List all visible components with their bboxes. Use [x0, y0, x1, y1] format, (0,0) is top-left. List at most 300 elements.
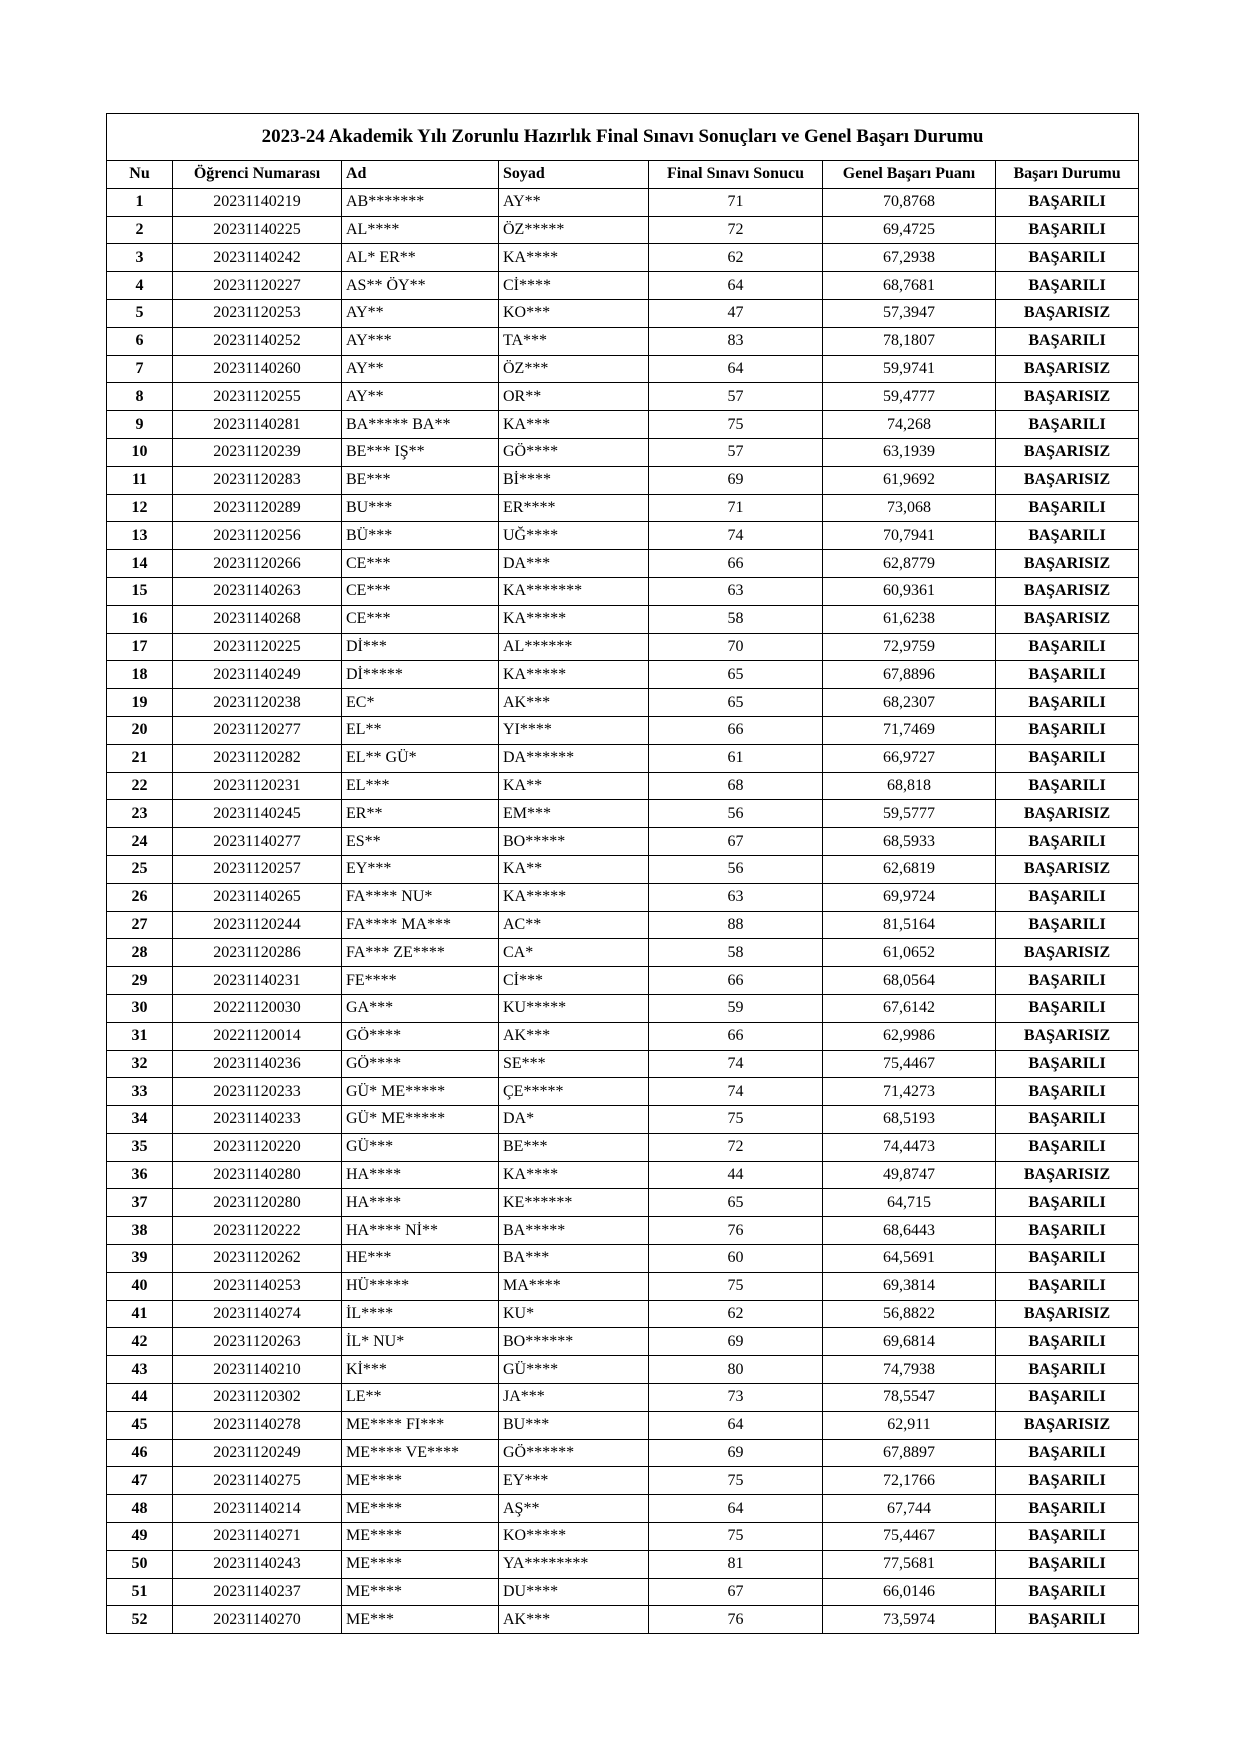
last-name-cell: AK*** [499, 1022, 649, 1050]
final-score-cell: 65 [649, 661, 823, 689]
status-cell: BAŞARILI [996, 828, 1139, 856]
final-score-cell: 62 [649, 244, 823, 272]
table-row [107, 550, 1139, 578]
column-header-nu: Nu [107, 161, 173, 189]
row-number: 28 [107, 939, 173, 967]
last-name-cell: DU**** [499, 1578, 649, 1606]
last-name-cell: KA******* [499, 577, 649, 605]
status-cell: BAŞARILI [996, 994, 1139, 1022]
last-name-cell: Cİ**** [499, 272, 649, 300]
student-number-cell: 20231120231 [173, 772, 342, 800]
table-row [107, 383, 1139, 411]
first-name-cell: GÜ*** [342, 1133, 499, 1161]
student-number-cell: 20231120277 [173, 716, 342, 744]
student-number-cell: 20231120256 [173, 522, 342, 550]
first-name-cell: EL** [342, 716, 499, 744]
table-row [107, 577, 1139, 605]
overall-score-cell: 70,8768 [823, 188, 996, 216]
overall-score-cell: 67,8897 [823, 1439, 996, 1467]
last-name-cell: TA*** [499, 327, 649, 355]
overall-score-cell: 68,5933 [823, 828, 996, 856]
table-row [107, 522, 1139, 550]
overall-score-cell: 61,0652 [823, 939, 996, 967]
table-row [107, 1300, 1139, 1328]
row-number: 38 [107, 1217, 173, 1245]
overall-score-cell: 62,9986 [823, 1022, 996, 1050]
row-number: 29 [107, 967, 173, 995]
table-row [107, 1161, 1139, 1189]
last-name-cell: AK*** [499, 689, 649, 717]
overall-score-cell: 62,8779 [823, 550, 996, 578]
first-name-cell: AB******* [342, 188, 499, 216]
row-number: 31 [107, 1022, 173, 1050]
status-cell: BAŞARILI [996, 272, 1139, 300]
status-cell: BAŞARISIZ [996, 1300, 1139, 1328]
overall-score-cell: 60,9361 [823, 577, 996, 605]
final-score-cell: 75 [649, 411, 823, 439]
overall-score-cell: 67,6142 [823, 994, 996, 1022]
overall-score-cell: 69,4725 [823, 216, 996, 244]
last-name-cell: KA**** [499, 244, 649, 272]
final-score-cell: 63 [649, 577, 823, 605]
column-header-final: Final Sınavı Sonucu [649, 161, 823, 189]
student-number-cell: 20231120220 [173, 1133, 342, 1161]
table-row [107, 772, 1139, 800]
student-number-cell: 20231120253 [173, 299, 342, 327]
table-row [107, 828, 1139, 856]
final-score-cell: 44 [649, 1161, 823, 1189]
student-number-cell: 20231120225 [173, 633, 342, 661]
final-score-cell: 69 [649, 1439, 823, 1467]
table-row [107, 299, 1139, 327]
first-name-cell: FA**** NU* [342, 883, 499, 911]
row-number: 23 [107, 800, 173, 828]
table-row [107, 1411, 1139, 1439]
final-score-cell: 71 [649, 494, 823, 522]
table-row [107, 994, 1139, 1022]
final-score-cell: 68 [649, 772, 823, 800]
student-number-cell: 20231140233 [173, 1106, 342, 1134]
overall-score-cell: 62,6819 [823, 855, 996, 883]
final-score-cell: 66 [649, 967, 823, 995]
final-score-cell: 60 [649, 1245, 823, 1273]
table-row [107, 1022, 1139, 1050]
first-name-cell: HÜ***** [342, 1272, 499, 1300]
final-score-cell: 57 [649, 438, 823, 466]
table-row [107, 1328, 1139, 1356]
table-row [107, 883, 1139, 911]
last-name-cell: YA******** [499, 1550, 649, 1578]
overall-score-cell: 74,4473 [823, 1133, 996, 1161]
row-number: 34 [107, 1106, 173, 1134]
overall-score-cell: 59,5777 [823, 800, 996, 828]
student-number-cell: 20231140277 [173, 828, 342, 856]
final-score-cell: 74 [649, 1078, 823, 1106]
last-name-cell: KU* [499, 1300, 649, 1328]
overall-score-cell: 81,5164 [823, 911, 996, 939]
student-number-cell: 20231120263 [173, 1328, 342, 1356]
table-row [107, 716, 1139, 744]
table-row [107, 438, 1139, 466]
first-name-cell: ME**** VE**** [342, 1439, 499, 1467]
first-name-cell: ME**** FI*** [342, 1411, 499, 1439]
row-number: 25 [107, 855, 173, 883]
status-cell: BAŞARILI [996, 522, 1139, 550]
final-score-cell: 75 [649, 1106, 823, 1134]
table-row [107, 661, 1139, 689]
row-number: 51 [107, 1578, 173, 1606]
status-cell: BAŞARILI [996, 1356, 1139, 1384]
column-header-student-no: Öğrenci Numarası [173, 161, 342, 189]
last-name-cell: DA*** [499, 550, 649, 578]
first-name-cell: AS** ÖY** [342, 272, 499, 300]
table-row [107, 1495, 1139, 1523]
final-score-cell: 76 [649, 1217, 823, 1245]
last-name-cell: ÇE***** [499, 1078, 649, 1106]
status-cell: BAŞARISIZ [996, 855, 1139, 883]
row-number: 48 [107, 1495, 173, 1523]
status-cell: BAŞARILI [996, 1578, 1139, 1606]
student-number-cell: 20231140263 [173, 577, 342, 605]
first-name-cell: AY** [342, 299, 499, 327]
table-row [107, 188, 1139, 216]
student-number-cell: 20231140268 [173, 605, 342, 633]
overall-score-cell: 78,1807 [823, 327, 996, 355]
overall-score-cell: 49,8747 [823, 1161, 996, 1189]
last-name-cell: BE*** [499, 1133, 649, 1161]
row-number: 46 [107, 1439, 173, 1467]
table-row [107, 855, 1139, 883]
table-row [107, 355, 1139, 383]
table-row [107, 272, 1139, 300]
status-cell: BAŞARILI [996, 1106, 1139, 1134]
status-cell: BAŞARISIZ [996, 438, 1139, 466]
row-number: 30 [107, 994, 173, 1022]
final-score-cell: 80 [649, 1356, 823, 1384]
table-row [107, 1384, 1139, 1412]
overall-score-cell: 59,4777 [823, 383, 996, 411]
first-name-cell: ME**** [342, 1578, 499, 1606]
overall-score-cell: 69,9724 [823, 883, 996, 911]
last-name-cell: KA*** [499, 411, 649, 439]
first-name-cell: GÜ* ME***** [342, 1106, 499, 1134]
status-cell: BAŞARILI [996, 1439, 1139, 1467]
status-cell: BAŞARISIZ [996, 1022, 1139, 1050]
status-cell: BAŞARILI [996, 772, 1139, 800]
first-name-cell: ME*** [342, 1606, 499, 1634]
results-document [106, 113, 1138, 1634]
row-number: 35 [107, 1133, 173, 1161]
first-name-cell: FA**** MA*** [342, 911, 499, 939]
last-name-cell: GÜ**** [499, 1356, 649, 1384]
overall-score-cell: 64,715 [823, 1189, 996, 1217]
first-name-cell: BE*** [342, 466, 499, 494]
status-cell: BAŞARILI [996, 1606, 1139, 1634]
status-cell: BAŞARILI [996, 1523, 1139, 1551]
final-score-cell: 57 [649, 383, 823, 411]
overall-score-cell: 75,4467 [823, 1050, 996, 1078]
row-number: 41 [107, 1300, 173, 1328]
student-number-cell: 20231120280 [173, 1189, 342, 1217]
first-name-cell: AY** [342, 383, 499, 411]
first-name-cell: ME**** [342, 1467, 499, 1495]
table-row [107, 411, 1139, 439]
table-row [107, 244, 1139, 272]
student-number-cell: 20231140231 [173, 967, 342, 995]
status-cell: BAŞARISIZ [996, 383, 1139, 411]
status-cell: BAŞARILI [996, 911, 1139, 939]
student-number-cell: 20231140275 [173, 1467, 342, 1495]
table-row [107, 689, 1139, 717]
status-cell: BAŞARILI [996, 689, 1139, 717]
row-number: 39 [107, 1245, 173, 1273]
first-name-cell: ME**** [342, 1523, 499, 1551]
overall-score-cell: 61,9692 [823, 466, 996, 494]
final-score-cell: 74 [649, 522, 823, 550]
last-name-cell: GÖ**** [499, 438, 649, 466]
last-name-cell: KA** [499, 772, 649, 800]
status-cell: BAŞARILI [996, 188, 1139, 216]
row-number: 50 [107, 1550, 173, 1578]
status-cell: BAŞARILI [996, 1272, 1139, 1300]
last-name-cell: KA** [499, 855, 649, 883]
final-score-cell: 75 [649, 1467, 823, 1495]
first-name-cell: AY*** [342, 327, 499, 355]
student-number-cell: 20231140274 [173, 1300, 342, 1328]
row-number: 1 [107, 188, 173, 216]
overall-score-cell: 78,5547 [823, 1384, 996, 1412]
row-number: 43 [107, 1356, 173, 1384]
last-name-cell: AY** [499, 188, 649, 216]
table-row [107, 1467, 1139, 1495]
overall-score-cell: 56,8822 [823, 1300, 996, 1328]
overall-score-cell: 74,268 [823, 411, 996, 439]
first-name-cell: HA**** [342, 1189, 499, 1217]
status-cell: BAŞARILI [996, 716, 1139, 744]
overall-score-cell: 77,5681 [823, 1550, 996, 1578]
row-number: 52 [107, 1606, 173, 1634]
final-score-cell: 71 [649, 188, 823, 216]
last-name-cell: EM*** [499, 800, 649, 828]
first-name-cell: CE*** [342, 550, 499, 578]
final-score-cell: 81 [649, 1550, 823, 1578]
student-number-cell: 20231120238 [173, 689, 342, 717]
status-cell: BAŞARISIZ [996, 800, 1139, 828]
overall-score-cell: 74,7938 [823, 1356, 996, 1384]
student-number-cell: 20231140270 [173, 1606, 342, 1634]
student-number-cell: 20231120283 [173, 466, 342, 494]
student-number-cell: 20231120239 [173, 438, 342, 466]
final-score-cell: 64 [649, 1495, 823, 1523]
last-name-cell: DA* [499, 1106, 649, 1134]
first-name-cell: BA***** BA** [342, 411, 499, 439]
status-cell: BAŞARISIZ [996, 577, 1139, 605]
status-cell: BAŞARILI [996, 744, 1139, 772]
final-score-cell: 58 [649, 939, 823, 967]
status-cell: BAŞARILI [996, 327, 1139, 355]
final-score-cell: 56 [649, 800, 823, 828]
status-cell: BAŞARISIZ [996, 1161, 1139, 1189]
table-row [107, 1217, 1139, 1245]
status-cell: BAŞARILI [996, 883, 1139, 911]
status-cell: BAŞARILI [996, 1245, 1139, 1273]
student-number-cell: 20221120030 [173, 994, 342, 1022]
final-score-cell: 83 [649, 327, 823, 355]
first-name-cell: BU*** [342, 494, 499, 522]
last-name-cell: MA**** [499, 1272, 649, 1300]
results-table [106, 113, 1139, 1634]
last-name-cell: KA**** [499, 1161, 649, 1189]
first-name-cell: Kİ*** [342, 1356, 499, 1384]
final-score-cell: 67 [649, 828, 823, 856]
row-number: 7 [107, 355, 173, 383]
student-number-cell: 20231140219 [173, 188, 342, 216]
row-number: 49 [107, 1523, 173, 1551]
last-name-cell: BU*** [499, 1411, 649, 1439]
first-name-cell: ME**** [342, 1495, 499, 1523]
first-name-cell: FE**** [342, 967, 499, 995]
final-score-cell: 70 [649, 633, 823, 661]
last-name-cell: BO***** [499, 828, 649, 856]
overall-score-cell: 57,3947 [823, 299, 996, 327]
table-body [107, 188, 1139, 1633]
column-header-puan: Genel Başarı Puanı [823, 161, 996, 189]
last-name-cell: ÖZ***** [499, 216, 649, 244]
row-number: 9 [107, 411, 173, 439]
status-cell: BAŞARILI [996, 661, 1139, 689]
final-score-cell: 65 [649, 1189, 823, 1217]
last-name-cell: ÖZ*** [499, 355, 649, 383]
row-number: 44 [107, 1384, 173, 1412]
first-name-cell: GÖ**** [342, 1050, 499, 1078]
last-name-cell: Cİ*** [499, 967, 649, 995]
last-name-cell: KA***** [499, 605, 649, 633]
final-score-cell: 69 [649, 1328, 823, 1356]
first-name-cell: İL* NU* [342, 1328, 499, 1356]
overall-score-cell: 66,0146 [823, 1578, 996, 1606]
student-number-cell: 20231120262 [173, 1245, 342, 1273]
last-name-cell: Bİ**** [499, 466, 649, 494]
final-score-cell: 66 [649, 550, 823, 578]
last-name-cell: AK*** [499, 1606, 649, 1634]
final-score-cell: 58 [649, 605, 823, 633]
status-cell: BAŞARISIZ [996, 355, 1139, 383]
final-score-cell: 67 [649, 1578, 823, 1606]
student-number-cell: 20231140210 [173, 1356, 342, 1384]
table-row [107, 605, 1139, 633]
final-score-cell: 56 [649, 855, 823, 883]
last-name-cell: CA* [499, 939, 649, 967]
first-name-cell: Dİ***** [342, 661, 499, 689]
row-number: 8 [107, 383, 173, 411]
student-number-cell: 20231140237 [173, 1578, 342, 1606]
overall-score-cell: 68,7681 [823, 272, 996, 300]
row-number: 6 [107, 327, 173, 355]
last-name-cell: KE****** [499, 1189, 649, 1217]
last-name-cell: KO***** [499, 1523, 649, 1551]
student-number-cell: 20231120233 [173, 1078, 342, 1106]
row-number: 5 [107, 299, 173, 327]
table-row [107, 1272, 1139, 1300]
student-number-cell: 20231140260 [173, 355, 342, 383]
row-number: 19 [107, 689, 173, 717]
first-name-cell: CE*** [342, 605, 499, 633]
overall-score-cell: 68,0564 [823, 967, 996, 995]
table-row [107, 1578, 1139, 1606]
final-score-cell: 64 [649, 355, 823, 383]
final-score-cell: 47 [649, 299, 823, 327]
student-number-cell: 20231120244 [173, 911, 342, 939]
first-name-cell: HE*** [342, 1245, 499, 1273]
status-cell: BAŞARILI [996, 633, 1139, 661]
last-name-cell: KA***** [499, 883, 649, 911]
student-number-cell: 20231120286 [173, 939, 342, 967]
status-cell: BAŞARISIZ [996, 466, 1139, 494]
final-score-cell: 74 [649, 1050, 823, 1078]
column-header-durum: Başarı Durumu [996, 161, 1139, 189]
row-number: 13 [107, 522, 173, 550]
student-number-cell: 20231140245 [173, 800, 342, 828]
overall-score-cell: 69,3814 [823, 1272, 996, 1300]
status-cell: BAŞARILI [996, 1550, 1139, 1578]
student-number-cell: 20231120302 [173, 1384, 342, 1412]
last-name-cell: AL****** [499, 633, 649, 661]
table-row [107, 216, 1139, 244]
row-number: 11 [107, 466, 173, 494]
row-number: 37 [107, 1189, 173, 1217]
status-cell: BAŞARILI [996, 1217, 1139, 1245]
final-score-cell: 64 [649, 1411, 823, 1439]
table-row [107, 1133, 1139, 1161]
table-row [107, 1078, 1139, 1106]
row-number: 15 [107, 577, 173, 605]
status-cell: BAŞARILI [996, 1328, 1139, 1356]
row-number: 24 [107, 828, 173, 856]
final-score-cell: 73 [649, 1384, 823, 1412]
overall-score-cell: 68,818 [823, 772, 996, 800]
overall-score-cell: 73,5974 [823, 1606, 996, 1634]
student-number-cell: 20231140278 [173, 1411, 342, 1439]
row-number: 36 [107, 1161, 173, 1189]
row-number: 16 [107, 605, 173, 633]
student-number-cell: 20231120282 [173, 744, 342, 772]
last-name-cell: DA****** [499, 744, 649, 772]
first-name-cell: ES** [342, 828, 499, 856]
status-cell: BAŞARILI [996, 1133, 1139, 1161]
final-score-cell: 72 [649, 1133, 823, 1161]
overall-score-cell: 63,1939 [823, 438, 996, 466]
status-cell: BAŞARILI [996, 216, 1139, 244]
status-cell: BAŞARILI [996, 1384, 1139, 1412]
final-score-cell: 59 [649, 994, 823, 1022]
overall-score-cell: 71,7469 [823, 716, 996, 744]
row-number: 26 [107, 883, 173, 911]
student-number-cell: 20231140271 [173, 1523, 342, 1551]
overall-score-cell: 64,5691 [823, 1245, 996, 1273]
final-score-cell: 66 [649, 716, 823, 744]
first-name-cell: BÜ*** [342, 522, 499, 550]
table-row [107, 633, 1139, 661]
row-number: 12 [107, 494, 173, 522]
row-number: 33 [107, 1078, 173, 1106]
student-number-cell: 20231120255 [173, 383, 342, 411]
student-number-cell: 20231120249 [173, 1439, 342, 1467]
last-name-cell: KO*** [499, 299, 649, 327]
first-name-cell: EC* [342, 689, 499, 717]
first-name-cell: İL**** [342, 1300, 499, 1328]
first-name-cell: FA*** ZE**** [342, 939, 499, 967]
first-name-cell: AL* ER** [342, 244, 499, 272]
